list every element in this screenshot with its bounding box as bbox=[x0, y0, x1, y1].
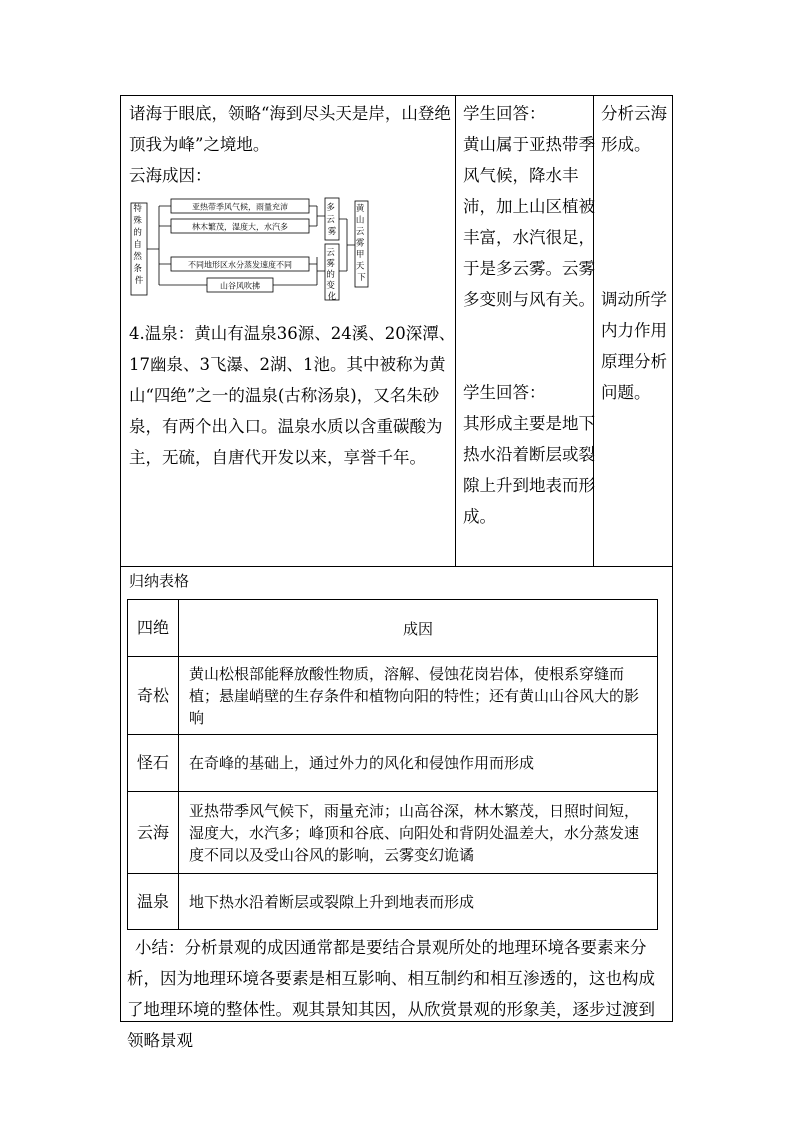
row-value: 黄山松根部能释放酸性物质，溶解、侵蚀花岗岩体，使根系穿缝而植；悬崖峭壁的生存条件和植物向阳的特性；还有黄山山谷风大的影响 bbox=[179, 657, 658, 735]
answer-text: 黄山属于亚热带季风气候，降水丰沛，加上山区植被丰富，水汽很足，于是多云雾。云雾多变则与风有关。 bbox=[463, 135, 595, 309]
row-key: 温泉 bbox=[128, 874, 179, 930]
table-row bbox=[128, 735, 658, 792]
diagram-box-3-text: 不同地形区水分蒸发速度不同 bbox=[188, 260, 292, 270]
diagram-right-label: 黄 山 云 雾 甲 天 下 bbox=[355, 204, 366, 283]
diagram-box-4-text: 山谷风吹拂 bbox=[220, 281, 260, 291]
cloud-formation-diagram bbox=[129, 195, 369, 310]
conclusion-text: 小结：分析景观的成因通常都是要结合景观所处的地理环境各要素来分析，因为地理环境各要素是相互影响、相互制约和相互渗透的，这也构成了地理环境的整体性。观其景知其因，从欣赏景观的形象美，逐步过渡到领略景观 bbox=[127, 938, 655, 1050]
answer-label: 学生回答： bbox=[463, 104, 546, 123]
table-row bbox=[128, 792, 658, 874]
answer-text: 其形成主要是地下热水沿着断层或裂隙上升到地表而形成。 bbox=[463, 414, 595, 526]
diagram-svg bbox=[129, 195, 369, 310]
intro-text: 诸海于眼底，领略“海到尽头天是岸，山登绝顶我为峰”之境地。 bbox=[129, 104, 451, 154]
row-key: 奇松 bbox=[128, 657, 179, 735]
diagram-mid-1-text: 多 云 雾 bbox=[326, 203, 337, 237]
intent-note: 调动所学内力作用原理分析问题。 bbox=[601, 290, 667, 402]
row-key: 怪石 bbox=[128, 735, 179, 792]
row-key: 云海 bbox=[128, 792, 179, 874]
content-column bbox=[129, 98, 459, 473]
table-header-row bbox=[128, 600, 658, 657]
row-divider bbox=[121, 566, 672, 567]
header-value: 成因 bbox=[179, 600, 658, 657]
intent-note: 分析云海形成。 bbox=[601, 104, 667, 154]
intent-column bbox=[601, 98, 671, 408]
diagram-box-1-text: 亚热带季风气候，雨量充沛 bbox=[192, 202, 288, 212]
table-row bbox=[128, 657, 658, 735]
row-value: 在奇峰的基础上，通过外力的风化和侵蚀作用而形成 bbox=[179, 735, 658, 792]
diagram-left-label: 特 殊 的 自 然 条 件 bbox=[133, 204, 144, 286]
table-row bbox=[128, 874, 658, 930]
student-column bbox=[463, 98, 595, 532]
diagram-box-2-text: 林木繁茂，湿度大，水汽多 bbox=[192, 222, 288, 232]
row-value: 地下热水沿着断层或裂隙上升到地表而形成 bbox=[179, 874, 658, 930]
diagram-mid-2-text: 云 雾 的 变 化 bbox=[326, 248, 337, 302]
answer-label: 学生回答： bbox=[463, 383, 546, 402]
hot-spring-text: 4.温泉：黄山有温泉36源、24溪、20深潭、17幽泉、3飞瀑、2湖、1池。其中被称为黄山“四绝”之一的温泉(古称汤泉)，又名朱砂泉，有两个出入口。温泉水质以含重碳酸为主，无硫，自唐代开发以来，享誉千年。 bbox=[129, 324, 456, 467]
summary-title: 归纳表格 bbox=[129, 572, 190, 590]
row-value: 亚热带季风气候下，雨量充沛；山高谷深，林木繁茂，日照时间短，湿度大，水汽多；峰顶和谷底、向阳处和背阴处温差大，水分蒸发速度不同以及受山谷风的影响，云雾变幻诡谲 bbox=[179, 792, 658, 874]
cloud-cause-title: 云海成因： bbox=[129, 166, 212, 185]
lesson-table bbox=[120, 95, 673, 1050]
header-key: 四绝 bbox=[128, 600, 179, 657]
summary-table bbox=[127, 599, 658, 930]
